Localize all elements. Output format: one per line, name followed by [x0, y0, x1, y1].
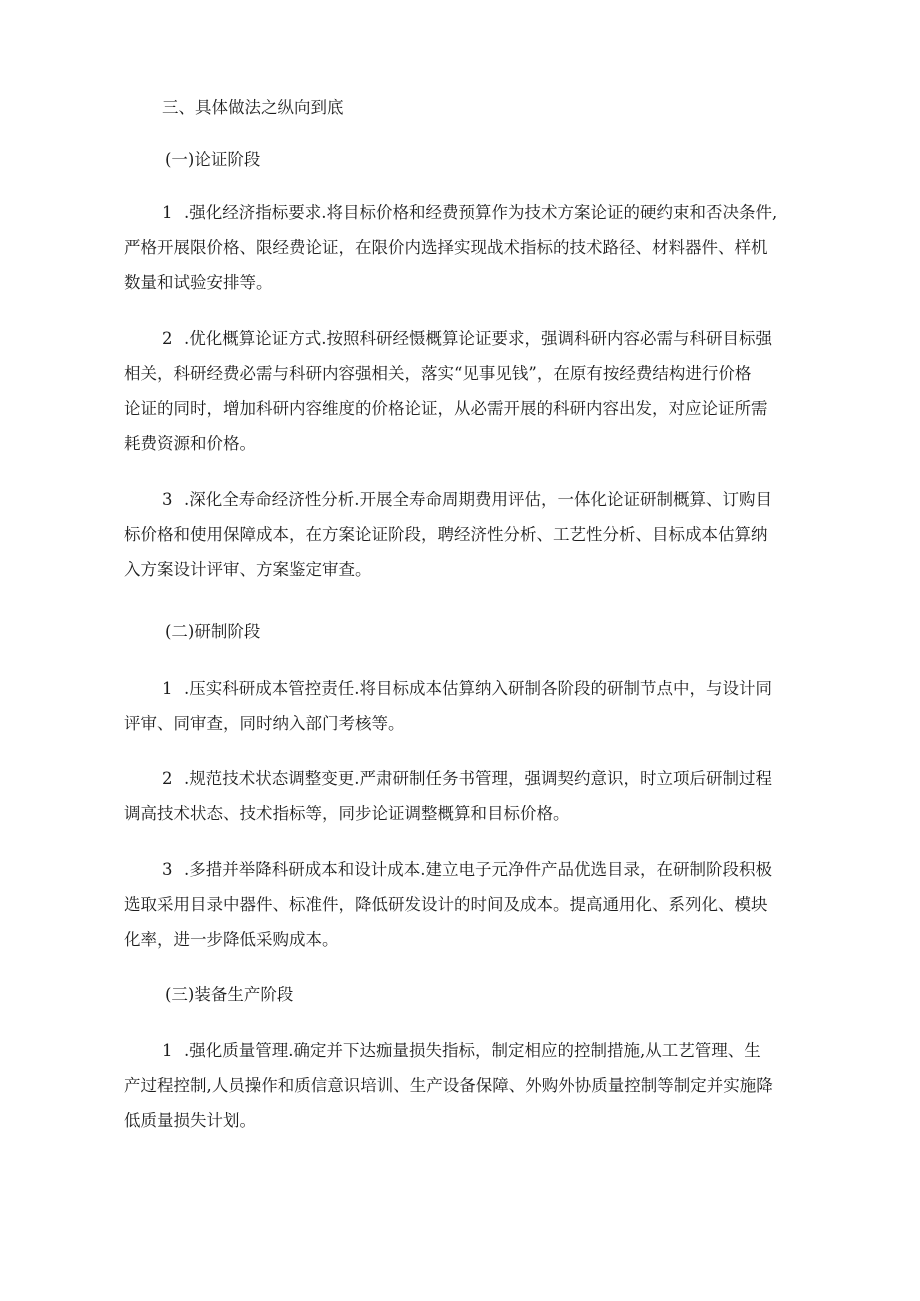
paragraph-line: 1 .强化经济指标要求.将目标价格和经费预算作为技术方案论证的硬约束和否决条件, [162, 203, 778, 222]
paragraph-line: 化率，进一步降低采购成本。 [124, 930, 339, 949]
paragraph-line: 评审、同审查，同时纳入部门考核等。 [124, 714, 405, 733]
paragraph-line: 数量和试验安排等。 [124, 273, 273, 292]
paragraph-line: 3 .深化全寿命经济性分析.开展全寿命周期费用评估，一体化论证研制概算、订购目 [162, 490, 772, 509]
paragraph-line: 耗费资源和价格。 [124, 434, 256, 453]
paragraph-line: 1 .强化质量管理.确定并下达痂量损失指标，制定相应的控制措施,从工艺管理、生 [162, 1041, 761, 1060]
paragraph-line: 选取采用目录中器件、标准件，降低研发设计的时间及成本。提高通用化、系列化、模块 [124, 895, 768, 914]
paragraph-line: 严格开展限价格、限经费论证，在限价内选择实现战术指标的技术路径、材料器件、样机 [124, 238, 768, 257]
paragraph-line: 2 .规范技术状态调整变更.严肃研制任务书管理，强调契约意识，时立项后研制过程 [162, 769, 772, 788]
paragraph-line: 论证的同时，增加科研内容维度的价格论证，从必需开展的科研内容出发，对应论证所需 [124, 399, 768, 418]
subsection-heading: (三)装备生产阶段 [165, 985, 294, 1004]
item-number: 2 [162, 769, 173, 788]
paragraph-line: 相关，科研经费必需与科研内容强相关，落实“见事见钱”，在原有按经费结构进行价格 [124, 364, 752, 383]
item-number: 1 [162, 679, 173, 698]
item-number: 3 [162, 860, 173, 879]
item-number: 1 [162, 1041, 173, 1060]
section-title: 三、具体做法之纵向到底 [162, 98, 344, 117]
item-number: 3 [162, 490, 173, 509]
paragraph-line: 标价格和使用保障成本，在方案论证阶段，聘经济性分析、工艺性分析、目标成本估算纳 [124, 525, 768, 544]
paragraph-line: 调高技术状态、技术指标等，同步论证调整概算和目标价格。 [124, 804, 570, 823]
paragraph-line: 1 .压实科研成本管控责任.将目标成本估算纳入研制各阶段的研制节点中，与设计同 [162, 679, 772, 698]
paragraph-line: 低质量损失计划。 [124, 1111, 256, 1130]
subsection-heading: (一)论证阶段 [165, 150, 261, 169]
item-number: 2 [162, 329, 173, 348]
paragraph-line: 2 .优化概算论证方式.按照科研经慑概算论证要求，强调科研内容必需与科研目标强 [162, 329, 772, 348]
item-number: 1 [162, 203, 173, 222]
paragraph-line: 产过程控制,人员操作和质信意识培训、生产设备保障、外购外协质量控制等制定并实施降 [124, 1076, 773, 1095]
paragraph-line: 3 .多措并举降科研成本和设计成本.建立电子元净件产品优选目录，在研制阶段积极 [162, 860, 772, 879]
subsection-heading: (二)研制阶段 [165, 622, 261, 641]
paragraph-line: 入方案设计评审、方案鉴定审查。 [124, 560, 372, 579]
